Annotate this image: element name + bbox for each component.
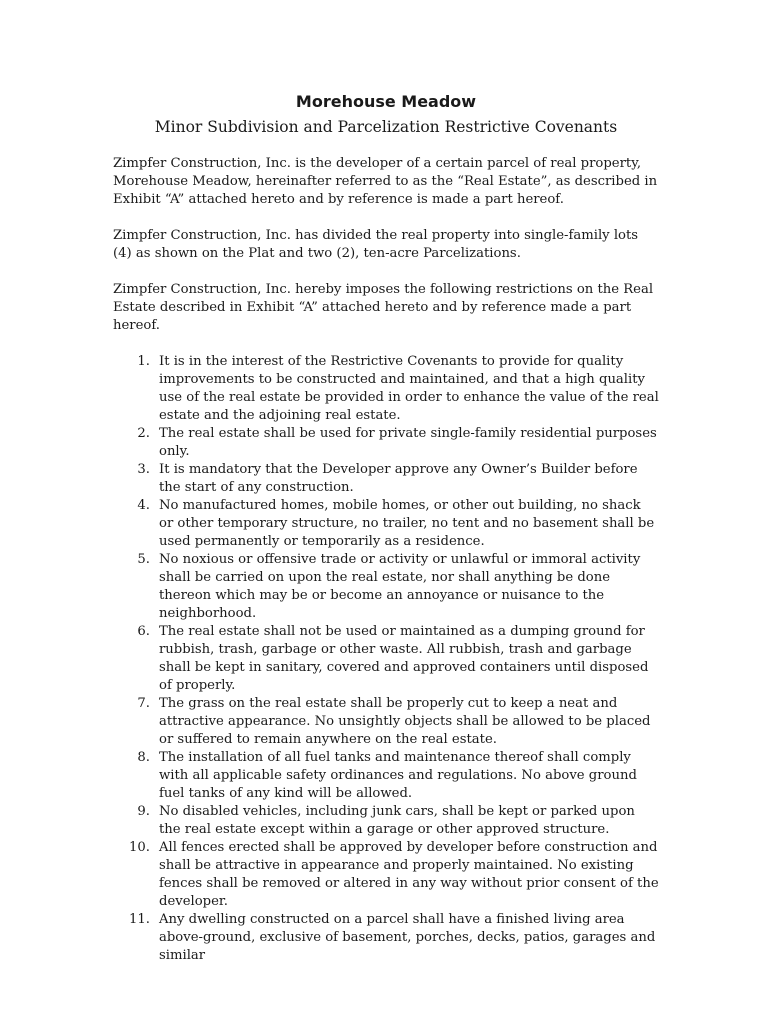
intro-paragraph: Zimpfer Construction, Inc. is the developer of a certain parcel of real property, Morehouse Meadow, hereinafter referred to as the “Real Estate”, as described in Exhibit “A” attached hereto and by reference is made a part hereof.: [113, 156, 658, 207]
document-title: Morehouse Meadow: [295, 92, 477, 111]
list-item-text: No disabled vehicles, including junk cars, shall be kept or parked upon the real estate except within a garage or other approved structure.: [159, 804, 635, 837]
list-item: [113, 911, 659, 965]
list-item-number: 4.: [137, 498, 150, 513]
restrictions-list: [113, 353, 659, 965]
list-item-text: It is in the interest of the Restrictive Covenants to provide for quality improvements to be constructed and maintained, and that a high quality use of the real estate be provided in order to enhance the value of the real estate and the adjoining real estate.: [159, 354, 659, 423]
list-item-number: 8.: [137, 750, 150, 765]
list-item-text: It is mandatory that the Developer approve any Owner’s Builder before the start of any construction.: [159, 462, 638, 495]
list-item-text: The grass on the real estate shall be properly cut to keep a neat and attractive appearance. No unsightly objects shall be allowed to be placed or suffered to remain anywhere on the real estate.: [159, 696, 651, 747]
list-item-number: 5.: [137, 552, 150, 567]
lots-paragraph: Zimpfer Construction, Inc. has divided the real property into single-family lots (4) as shown on the Plat and two (2), ten-acre Parcelizations.: [113, 228, 639, 261]
list-item-number: 11.: [129, 912, 150, 927]
list-item-number: 2.: [137, 426, 150, 441]
list-item-text: The real estate shall not be used or maintained as a dumping ground for rubbish, trash, garbage or other waste. All rubbish, trash and garbage shall be kept in sanitary, covered and approved containers until disposed of properly.: [159, 624, 649, 693]
list-item: [113, 461, 659, 497]
list-item-number: 7.: [137, 696, 150, 711]
list-item-text: Any dwelling constructed on a parcel shall have a finished living area above-ground, exclusive of basement, porches, decks, patios, garages and similar: [159, 912, 656, 963]
list-item-number: 1.: [137, 354, 150, 369]
list-item: [113, 425, 659, 461]
list-item: [113, 497, 659, 551]
list-item-text: The installation of all fuel tanks and maintenance thereof shall comply with all applicable safety ordinances and regulations. No above ground fuel tanks of any kind will be allowed.: [159, 750, 637, 801]
list-item-number: 10.: [129, 840, 150, 855]
list-item-number: 9.: [137, 804, 150, 819]
restrictions-intro-paragraph: Zimpfer Construction, Inc. hereby imposes the following restrictions on the Real Estate described in Exhibit “A” attached hereto and by reference made a part hereof.: [113, 282, 654, 333]
document-subtitle: Minor Subdivision and Parcelization Restrictive Covenants: [154, 118, 618, 136]
list-item: [113, 803, 659, 839]
list-item: [113, 749, 659, 803]
list-item: [113, 839, 659, 911]
list-item: [113, 695, 659, 749]
list-item-text: No noxious or offensive trade or activity or unlawful or immoral activity shall be carried on upon the real estate, nor shall anything be done thereon which may be or become an annoyance or nuisance to the neighborhood.: [159, 552, 641, 621]
list-item-text: The real estate shall be used for private single-family residential purposes only.: [159, 426, 657, 459]
list-item-number: 6.: [137, 624, 150, 639]
list-item-text: All fences erected shall be approved by developer before construction and shall be attractive in appearance and properly maintained. No existing fences shall be removed or altered in any way without prior consent of the developer.: [159, 840, 659, 909]
list-item: [113, 353, 659, 425]
list-item: [113, 551, 659, 623]
list-item: [113, 623, 659, 695]
list-item-text: No manufactured homes, mobile homes, or other out building, no shack or other temporary structure, no trailer, no tent and no basement shall be used permanently or temporarily as a residence.: [159, 498, 655, 549]
list-item-number: 3.: [137, 462, 150, 477]
document-page: [113, 91, 659, 965]
